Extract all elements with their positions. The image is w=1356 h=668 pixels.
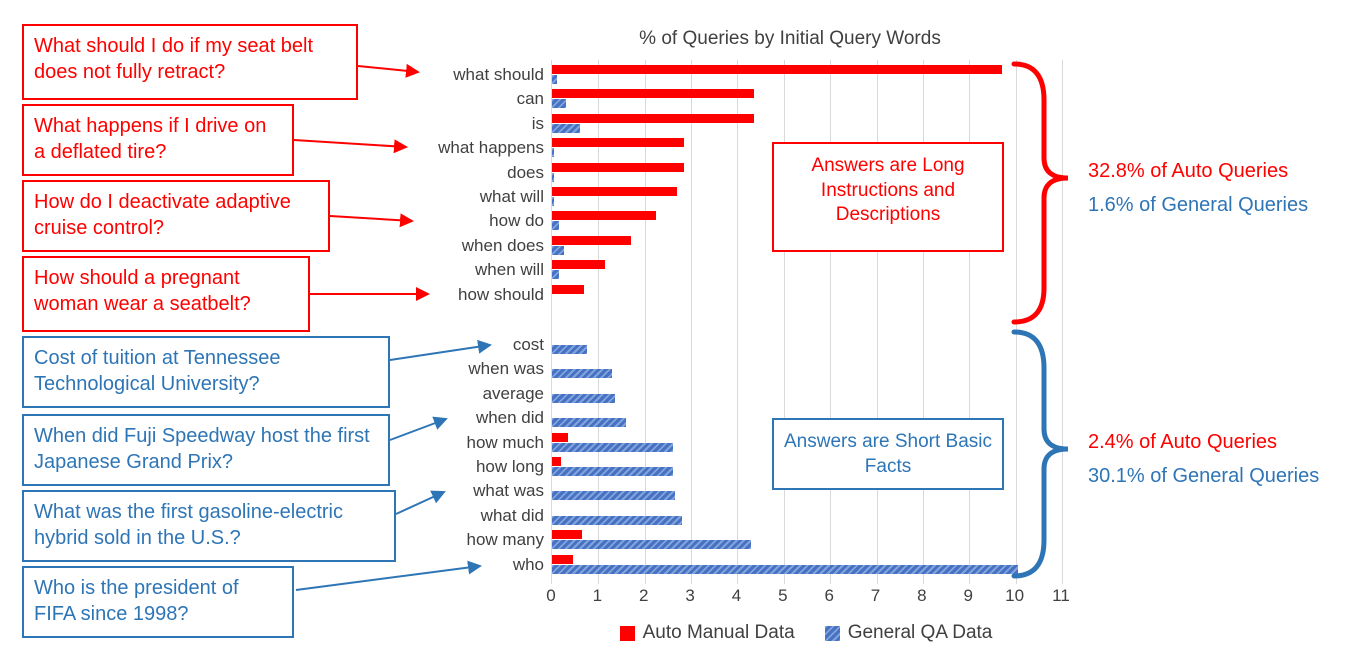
- category-label: average: [482, 383, 544, 403]
- x-axis-tick-label: 9: [963, 586, 973, 605]
- callout-text: How should a pregnant woman wear a seatbelt?: [34, 267, 251, 315]
- category-label: is: [531, 113, 544, 133]
- callout-box-3: [22, 180, 330, 252]
- plot-area: [438, 60, 1062, 584]
- annotation-text: Answers are Short Basic Facts: [783, 431, 993, 477]
- annotation-text: Answers are Long Instructions and Descriptions: [811, 155, 965, 226]
- chart-category-row: [466, 527, 1062, 553]
- callout-box-7: [22, 490, 396, 562]
- bar-general-qa: [552, 491, 675, 500]
- chart-category-row: [531, 111, 1062, 137]
- chart-category-row: [516, 86, 1062, 112]
- category-label: what should: [453, 65, 544, 84]
- chart-title: % of Queries by Initial Query Words: [639, 28, 941, 49]
- bar-auto-manual: [552, 530, 582, 539]
- category-label: how many: [466, 530, 544, 550]
- callout-text: How do I deactivate adaptive cruise control?: [34, 191, 291, 239]
- chart-category-row: [457, 282, 1062, 308]
- x-axis-tick-label: 1: [592, 586, 603, 605]
- callout-text: When did Fuji Speedway host the first Japanese Grand Prix?: [34, 425, 370, 473]
- callout-box-5: [22, 336, 390, 408]
- bar-general-qa: [552, 148, 554, 157]
- chart-category-row: [475, 257, 1062, 283]
- bar-auto-manual: [552, 138, 684, 147]
- callout-box-1: [22, 24, 358, 100]
- summary-bottom-auto: 2.4% of Auto Queries: [1088, 431, 1278, 453]
- legend-label: Auto Manual Data: [642, 622, 795, 643]
- x-axis-tick-label: 2: [638, 586, 649, 605]
- callout-text: What was the first gasoline-electric hybrid sold in the U.S.?: [34, 501, 344, 549]
- x-axis: [546, 584, 1070, 608]
- x-axis-tick-label: 0: [546, 586, 556, 605]
- bar-auto-manual: [552, 187, 677, 196]
- bar-general-qa: [552, 516, 682, 525]
- bar-general-qa: [552, 221, 559, 230]
- category-label: cost: [512, 335, 544, 354]
- summary-top-auto: 32.8% of Auto Queries: [1088, 160, 1289, 182]
- callout-text: What happens if I drive on a deflated tire?: [34, 115, 267, 163]
- callout-box-6: [22, 414, 390, 486]
- callout-box-8: [22, 566, 294, 638]
- annotation-box-short-answers: [772, 418, 1004, 490]
- bar-general-qa: [552, 124, 580, 133]
- chart-legend: [551, 622, 1061, 644]
- bar-auto-manual: [552, 433, 568, 442]
- bar-general-qa: [552, 369, 612, 378]
- legend-swatch-icon: [825, 626, 840, 641]
- bar-general-qa: [552, 394, 615, 403]
- category-label: how much: [466, 432, 544, 452]
- bar-general-qa: [552, 173, 554, 182]
- x-axis-tick-label: 11: [1052, 586, 1070, 605]
- x-axis-tick-label: 4: [731, 586, 742, 605]
- bar-general-qa: [552, 75, 557, 84]
- bar-general-qa: [552, 443, 673, 452]
- bar-auto-manual: [552, 236, 631, 245]
- callout-box-2: [22, 104, 294, 176]
- bar-general-qa: [552, 565, 1018, 574]
- legend-item-auto: [620, 622, 795, 644]
- bar-general-qa: [552, 197, 554, 206]
- gridline: [1062, 60, 1063, 584]
- bar-general-qa: [552, 467, 673, 476]
- bar-auto-manual: [552, 555, 573, 564]
- bar-general-qa: [552, 99, 566, 108]
- chart-category-row: [453, 62, 1062, 88]
- chart-category-row: [480, 503, 1062, 529]
- legend-item-general: [825, 622, 993, 644]
- bar-auto-manual: [552, 260, 605, 269]
- category-label: when does: [461, 235, 544, 255]
- chart-category-row: [512, 332, 1062, 358]
- callout-text: Cost of tuition at Tennessee Technological University?: [34, 347, 281, 395]
- category-label: how do: [489, 211, 544, 231]
- callout-text: What should I do if my seat belt does not fully retract?: [34, 35, 314, 83]
- x-axis-tick-label: 6: [824, 586, 834, 605]
- callout-box-4: [22, 256, 310, 332]
- callout-text: Who is the president of FIFA since 1998?: [34, 577, 239, 625]
- bar-auto-manual: [552, 211, 656, 220]
- category-label: what did: [480, 505, 544, 525]
- bar-general-qa: [552, 345, 587, 354]
- bar-auto-manual: [552, 163, 684, 172]
- bar-auto-manual: [552, 89, 754, 98]
- annotation-box-long-answers: [772, 142, 1004, 252]
- x-axis-tick-label: 7: [870, 586, 881, 605]
- chart-category-row: [512, 552, 1062, 578]
- category-label: when will: [475, 260, 544, 280]
- bar-general-qa: [552, 246, 564, 255]
- bar-general-qa: [552, 418, 626, 427]
- bar-general-qa: [552, 270, 559, 279]
- legend-label: General QA Data: [847, 622, 993, 643]
- bar-auto-manual: [552, 114, 754, 123]
- legend-swatch-icon: [620, 626, 635, 641]
- x-axis-tick-label: 5: [778, 586, 788, 605]
- category-label: how should: [457, 284, 544, 304]
- x-axis-tick-label: 10: [1005, 586, 1025, 605]
- x-axis-tick-label: 3: [685, 586, 695, 605]
- category-label: how long: [475, 457, 544, 476]
- category-label: when did: [475, 408, 544, 428]
- chart-category-row: [482, 381, 1062, 407]
- summary-top-general: 1.6% of General Queries: [1088, 194, 1309, 216]
- summary-bottom-general: 30.1% of General Queries: [1088, 465, 1320, 487]
- bar-auto-manual: [552, 457, 561, 466]
- category-label: does: [507, 162, 544, 182]
- category-label: who: [512, 554, 544, 574]
- category-label: what happens: [438, 138, 544, 158]
- category-label: when was: [468, 359, 544, 379]
- category-label: what will: [479, 187, 544, 206]
- bar-general-qa: [552, 540, 751, 549]
- bar-auto-manual: [552, 65, 1002, 74]
- category-label: can: [516, 89, 544, 109]
- chart-category-row: [468, 356, 1062, 382]
- bar-auto-manual: [552, 285, 584, 294]
- x-axis-tick-label: 8: [917, 586, 927, 605]
- category-label: what was: [473, 481, 544, 501]
